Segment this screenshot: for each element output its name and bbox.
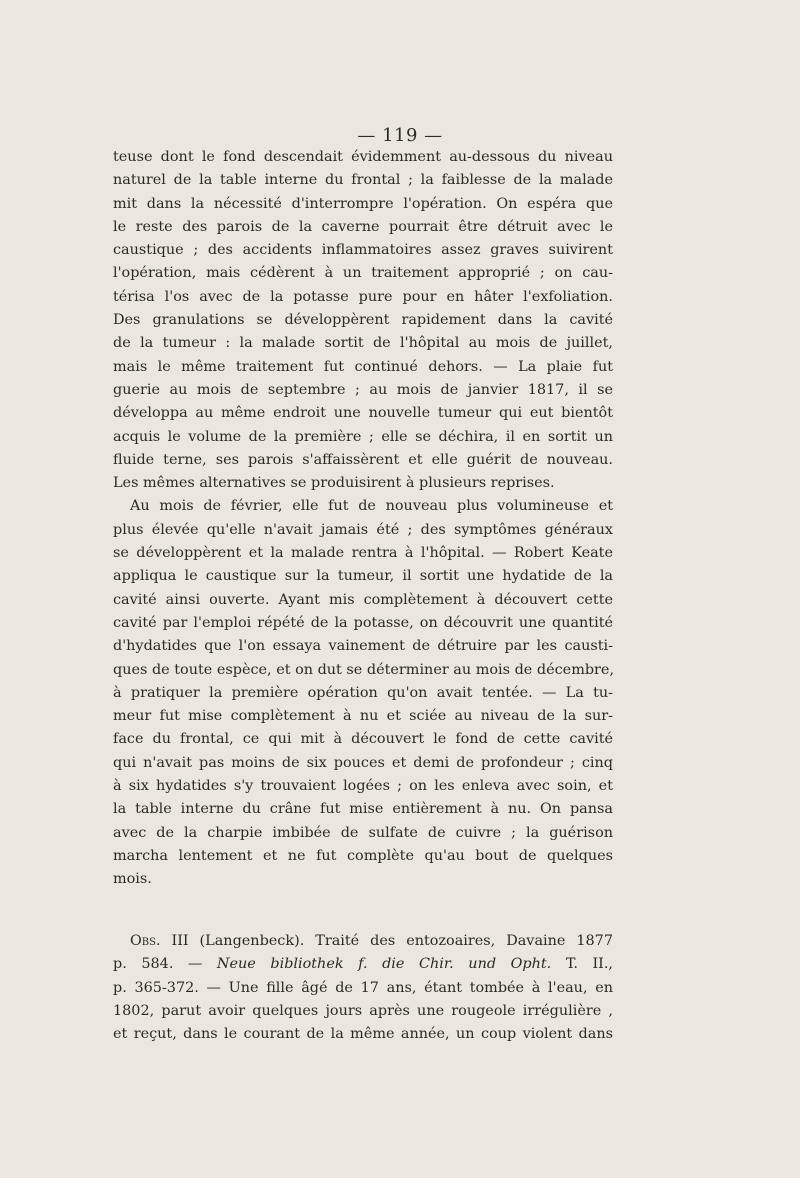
text-line: à six hydatides s'y trouvaient logées ; on les enleva avec soin, et [113,778,613,795]
text-line: teuse dont le fond descendait évidemment au-dessous du niveau [113,149,613,165]
text-line: face du frontal, ce qui mit à découvert le fond de cette cavité [113,731,613,748]
text-line: ques de toute espèce, et on dut se déterminer au mois de décembre, [113,661,615,678]
text-line: avec de la charpie imbibée de sulfate de cuivre ; la guérison [113,824,613,841]
text-line: marcha lentement et ne fut complète qu'au bout de quelques [113,847,613,864]
reference-journal: Neue bibliothek f. die Chir. und Opht. [216,956,552,973]
observation-label: Obs. [130,933,161,949]
text-line: p. 365-372. — Une fille âgé de 17 ans, étant tombée à l'eau, en [113,979,613,996]
reference-page: p. 584. — [113,956,217,973]
text-line: cavité ainsi ouverte. Ayant mis complètement à découvert cette [113,591,613,608]
text-line: meur fut mise complètement à nu et sciée au niveau de la sur- [113,708,613,725]
text-line: caustique ; des accidents inflammatoires assez graves suivirent [113,242,613,259]
text-line: se développèrent et la malade rentra à l'hôpital. — Robert Keate [113,545,613,562]
text-line: mois. [113,871,152,888]
text-line: d'hydatides que l'on essaya vainement de détruire par les causti- [113,638,613,655]
text-line: cavité par l'emploi répété de la potasse, on découvrit une quantité [113,614,613,631]
text-line: naturel de la table interne du frontal ; la faiblesse de la malade [113,172,613,189]
observation-reference-line [113,953,613,976]
text-line: et reçut, dans le courant de la même année, un coup violent dans [113,1026,613,1043]
observation-text [113,930,613,1046]
text-line: développa au même endroit une nouvelle tumeur qui eut bientôt [113,405,613,422]
text-line: qui n'avait pas moins de six pouces et demi de profondeur ; cinq [113,754,613,771]
observation-heading-line [113,930,613,953]
observation-source: III (Langenbeck). Traité des entozoaires, Davaine 1877 [160,933,613,949]
text-line: à pratiquer la première opération qu'on avait tentée. — La tu- [113,684,613,701]
text-line: Les mêmes alternatives se produisirent à plusieurs reprises. [113,475,555,492]
text-line: la table interne du crâne fut mise entièrement à nu. On pansa [113,801,613,818]
text-line: l'opération, mais cédèrent à un traitement approprié ; on cau- [113,265,613,282]
text-line: le reste des parois de la caverne pourrait être détruit avec le [113,218,613,235]
main-text [113,146,613,892]
reference-volume: T. II., [551,956,613,973]
page-number: — 119 — [357,125,443,146]
text-line: acquis le volume de la première ; elle se déchira, il en sortit un [113,428,613,445]
text-line: Des granulations se développèrent rapidement dans la cavité [113,312,613,329]
text-line: mais le même traitement fut continué dehors. — La plaie fut [113,358,613,375]
text-line: 1802, parut avoir quelques jours après une rougeole irrégulière , [113,1002,613,1019]
text-line: appliqua le caustique sur la tumeur, il sortit une hydatide de la [113,568,613,585]
text-line: plus élevée qu'elle n'avait jamais été ; des symptômes généraux [113,521,613,538]
text-line: de la tumeur : la malade sortit de l'hôpital au mois de juillet, [113,335,613,352]
text-line: mit dans la nécessité d'interrompre l'opération. On espéra que [113,195,613,212]
text-line: fluide terne, ses parois s'affaissèrent et elle guérit de nouveau. [113,451,613,468]
text-line: guerie au mois de septembre ; au mois de janvier 1817, il se [113,381,613,398]
text-line: térisa l'os avec de la potasse pure pour en hâter l'exfoliation. [113,288,613,305]
text-line: Au mois de février, elle fut de nouveau plus volumineuse et [130,498,613,515]
